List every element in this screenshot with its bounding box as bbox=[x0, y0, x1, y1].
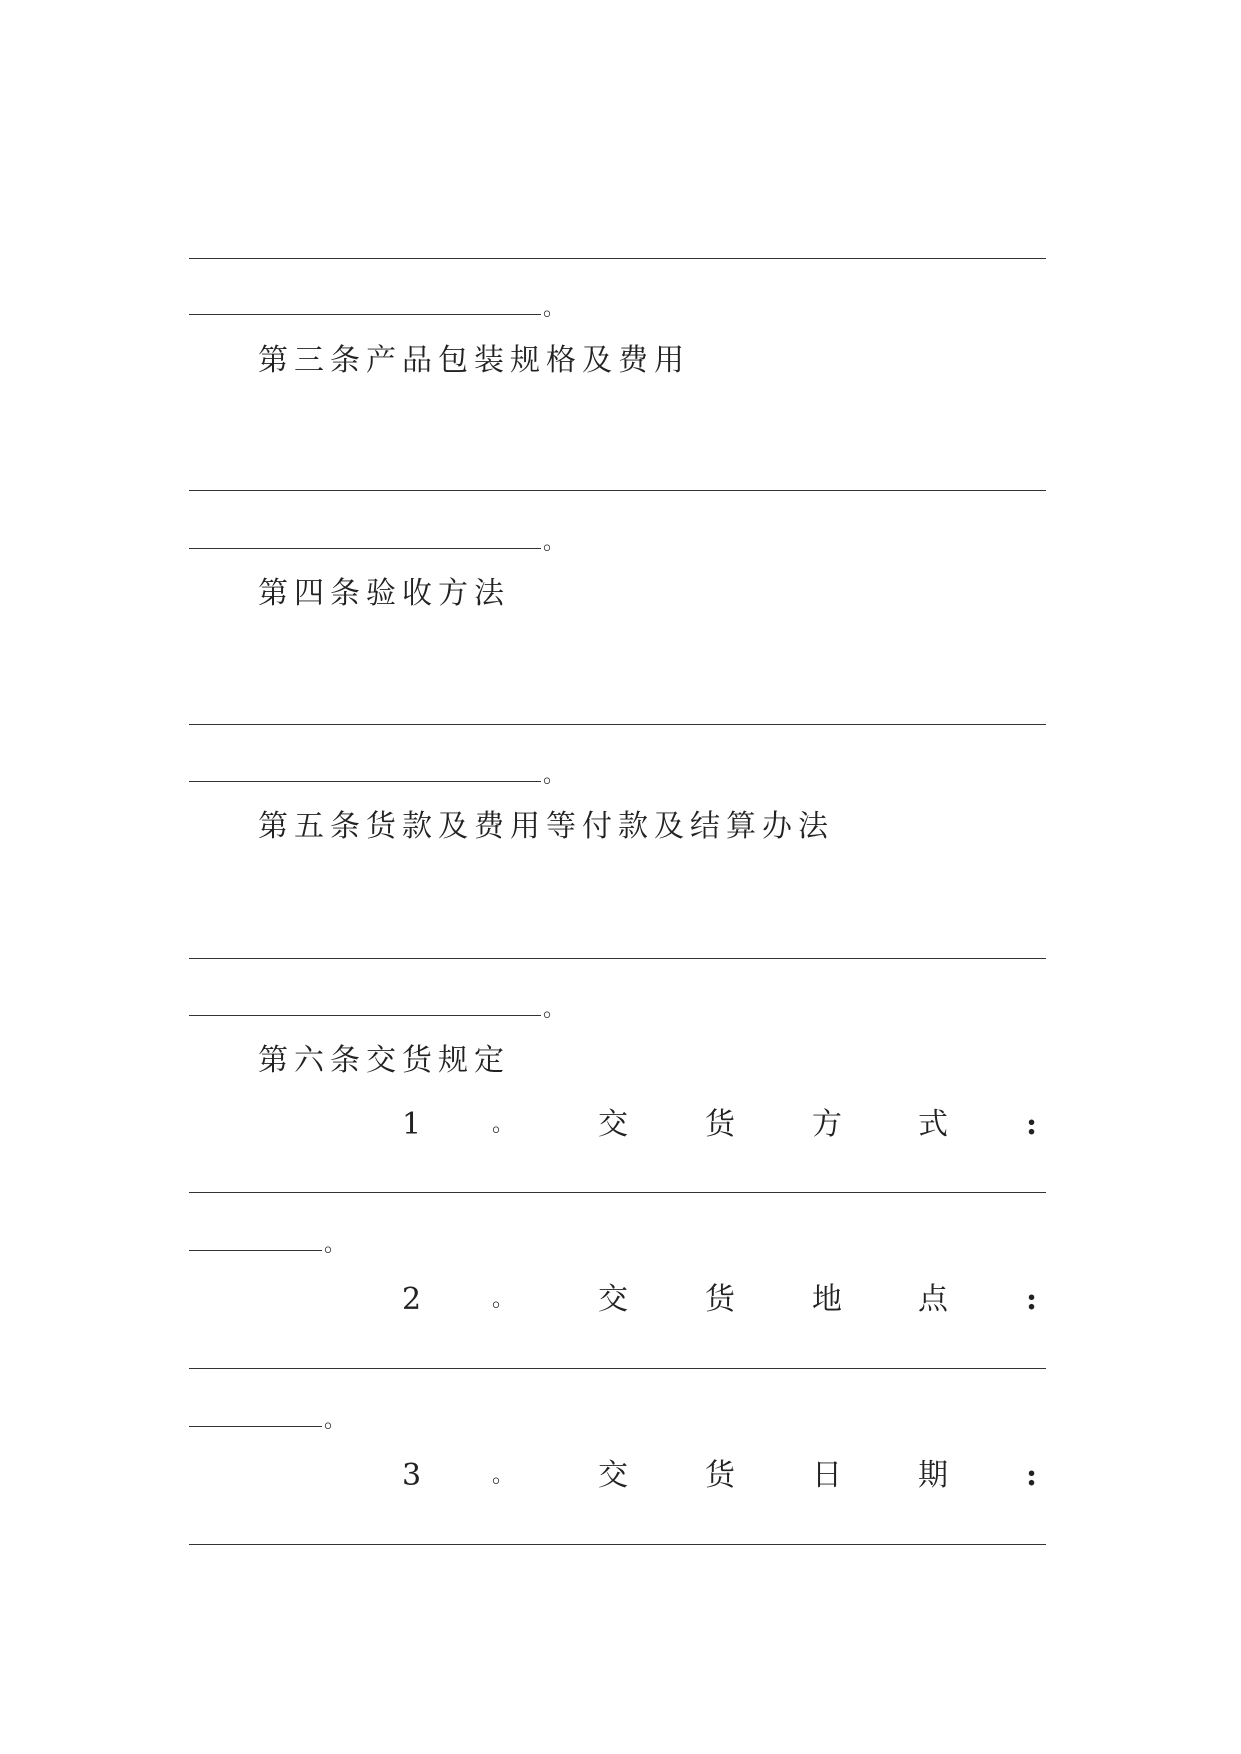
blank-line-short bbox=[189, 314, 541, 315]
item-dot: 。 bbox=[492, 1287, 515, 1312]
item-char: 期 bbox=[918, 1458, 948, 1493]
period-mark: 。 bbox=[543, 997, 566, 1022]
blank-line-tiny bbox=[189, 1426, 322, 1427]
delivery-item-2 bbox=[0, 1280, 1241, 1320]
period-mark: 。 bbox=[543, 763, 566, 788]
delivery-item-1 bbox=[0, 1105, 1241, 1145]
item-dot: 。 bbox=[492, 1463, 515, 1488]
delivery-item-3 bbox=[0, 1456, 1241, 1496]
period-mark: 。 bbox=[324, 1232, 347, 1257]
item-colon: : bbox=[1026, 1107, 1038, 1142]
blank-line-short bbox=[189, 781, 541, 782]
period-mark: 。 bbox=[543, 296, 566, 321]
blank-line-short bbox=[189, 548, 541, 549]
blank-line-full bbox=[189, 258, 1046, 259]
section-heading-3: 第三条产品包装规格及费用 bbox=[258, 343, 690, 378]
period-mark: 。 bbox=[324, 1408, 347, 1433]
section-heading-6: 第六条交货规定 bbox=[258, 1043, 510, 1078]
item-char: 货 bbox=[705, 1282, 735, 1317]
blank-line-full bbox=[189, 1544, 1046, 1545]
item-char: 交 bbox=[598, 1282, 628, 1317]
item-char: 货 bbox=[705, 1458, 735, 1493]
item-dot: 。 bbox=[492, 1112, 515, 1137]
item-char: 点 bbox=[918, 1282, 948, 1317]
item-char: 交 bbox=[598, 1458, 628, 1493]
item-colon: : bbox=[1026, 1282, 1038, 1317]
item-char: 货 bbox=[705, 1107, 735, 1142]
period-mark: 。 bbox=[543, 530, 566, 555]
item-char: 地 bbox=[812, 1282, 842, 1317]
section-heading-4: 第四条验收方法 bbox=[258, 576, 510, 611]
item-number: 2 bbox=[402, 1282, 422, 1317]
section-heading-5: 第五条货款及费用等付款及结算办法 bbox=[258, 809, 834, 844]
blank-line-full bbox=[189, 1368, 1046, 1369]
blank-line-full bbox=[189, 490, 1046, 491]
blank-line-short bbox=[189, 1015, 541, 1016]
blank-line-tiny bbox=[189, 1250, 322, 1251]
blank-line-full bbox=[189, 1192, 1046, 1193]
item-colon: : bbox=[1026, 1458, 1038, 1493]
item-char: 式 bbox=[918, 1107, 948, 1142]
item-number: 3 bbox=[402, 1458, 422, 1493]
item-char: 日 bbox=[812, 1458, 842, 1493]
item-char: 交 bbox=[598, 1107, 628, 1142]
blank-line-full bbox=[189, 724, 1046, 725]
item-char: 方 bbox=[812, 1107, 842, 1142]
blank-line-full bbox=[189, 958, 1046, 959]
item-number: 1 bbox=[402, 1107, 422, 1142]
